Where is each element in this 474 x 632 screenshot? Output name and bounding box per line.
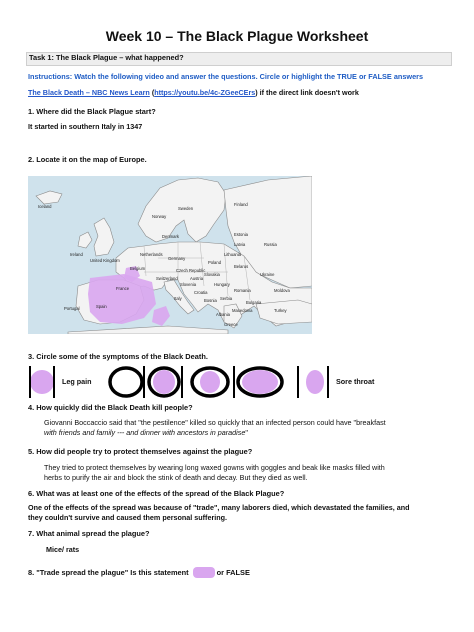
map-label-ireland: Ireland <box>70 252 83 257</box>
video-link-line <box>28 88 359 97</box>
answer-6 <box>28 503 458 523</box>
map-label-romania: Romania <box>234 288 251 293</box>
question-5: 5. How did people try to protect themselves against the plague? <box>28 447 253 456</box>
map-label-latvia: Latvia <box>234 242 246 247</box>
map-label-sweden: Sweden <box>178 206 194 211</box>
question-7: 7. What animal spread the plague? <box>28 529 150 538</box>
answer-4-close: " <box>245 428 248 437</box>
map-label-turkey: Turkey <box>274 308 287 313</box>
map-label-lithuania: Lithuania <box>224 252 241 257</box>
map-label-greece: Greece <box>224 322 238 327</box>
map-label-germany: Germany <box>168 256 186 261</box>
symptom-highlight-1 <box>30 370 54 394</box>
europe-map <box>28 176 312 334</box>
map-label-norway: Norway <box>152 214 167 219</box>
link-open-paren: ( <box>149 88 155 97</box>
answer-5 <box>44 463 454 483</box>
symptom-highlight-4 <box>242 370 278 394</box>
map-label-poland: Poland <box>208 260 222 265</box>
symptom-sore-throat: Sore throat <box>336 377 375 386</box>
symptom-circle-1 <box>110 368 142 396</box>
map-label-moldova: Moldova <box>274 288 290 293</box>
map-label-ukraine: Ukraine <box>260 272 275 277</box>
answer-4-line-1: Giovanni Boccaccio said that "the pestilence" killed so quickly that an infected person could have "breakfast <box>44 418 386 427</box>
map-label-france: France <box>116 286 130 291</box>
map-label-portugal: Portugal <box>64 306 80 311</box>
map-label-austria: Austria <box>190 276 204 281</box>
map-label-czech-republic: Czech Republic <box>176 268 206 273</box>
symptom-highlight-5 <box>306 370 324 394</box>
answer-4 <box>44 418 454 438</box>
question-4: 4. How quickly did the Black Death kill people? <box>28 403 193 412</box>
video-title-link[interactable]: The Black Death – NBC News Learn <box>28 88 150 97</box>
map-label-belarus: Belarus <box>234 264 249 269</box>
symptom-highlight-2 <box>153 370 175 394</box>
worksheet-title: Week 10 – The Black Plague Worksheet <box>105 28 369 44</box>
answer-1: It started in southern Italy in 1347 <box>28 122 143 131</box>
map-label-spain: Spain <box>96 304 107 309</box>
map-label-macedonia: Macedonia <box>232 308 253 313</box>
map-label-switzerland: Switzerland <box>156 276 178 281</box>
map-label-denmark: Denmark <box>162 234 179 239</box>
answer-5-line-1: They tried to protect themselves by wearing long waxed gowns with goggles and beak like masks filled with <box>44 463 385 472</box>
map-label-united-kingdom: United Kingdom <box>90 258 120 263</box>
map-label-serbia: Serbia <box>220 296 233 301</box>
map-label-belgium: Belgium <box>130 266 146 271</box>
true-highlight <box>193 567 215 578</box>
map-label-hungary: Hungary <box>214 282 230 287</box>
answer-4-line-2 <box>44 428 248 437</box>
map-label-albania: Albania <box>216 312 230 317</box>
task-heading: Task 1: The Black Plague – what happened? <box>29 53 184 62</box>
question-1: 1. Where did the Black Plague start? <box>28 107 156 116</box>
map-label-slovakia: Slovakia <box>204 272 220 277</box>
symptom-leg-pain: Leg pain <box>62 377 92 386</box>
answer-6-line-2: they couldn't survive and caused them personal suffering. <box>28 513 228 522</box>
question-3: 3. Circle some of the symptoms of the Black Death. <box>28 352 208 361</box>
instructions-text: Instructions: Watch the following video and answer the questions. Circle or highlight the TRUE or FALSE answers <box>28 72 424 81</box>
question-8 <box>28 567 250 578</box>
question-8-suffix: or FALSE <box>216 568 250 577</box>
link-suffix: ) if the direct link doesn't work <box>255 88 359 97</box>
video-url-link[interactable]: https://youtu.be/4c-ZGeeCErs <box>154 88 256 97</box>
map-label-finland: Finland <box>234 202 248 207</box>
map-label-iceland: Iceland <box>38 204 52 209</box>
answer-6-line-1: One of the effects of the spread was because of "trade", many laborers died, which devastated the families, and <box>28 503 410 512</box>
question-2: 2. Locate it on the map of Europe. <box>28 155 147 164</box>
map-label-bulgaria: Bulgaria <box>246 300 262 305</box>
map-label-russia: Russia <box>264 242 277 247</box>
map-label-netherlands: Netherlands <box>140 252 163 257</box>
answer-7: Mice/ rats <box>46 545 80 554</box>
question-8-text: 8. "Trade spread the plague" Is this statement <box>28 568 189 577</box>
map-label-croatia: Croatia <box>194 290 208 295</box>
map-label-slovenia: Slovenia <box>180 282 197 287</box>
map-label-bosnia: Bosnia <box>204 298 217 303</box>
answer-5-line-2: herbs to purify the air and block the stink of death and decay. But they died as well. <box>44 473 308 482</box>
symptom-highlight-3 <box>200 371 220 393</box>
answer-4-quote: with friends and family --- and dinner with ancestors in paradise <box>44 428 246 437</box>
map-label-estonia: Estonia <box>234 232 248 237</box>
question-6: 6. What was at least one of the effects of the spread of the Black Plague? <box>28 489 285 498</box>
map-label-italy: Italy <box>174 296 182 301</box>
